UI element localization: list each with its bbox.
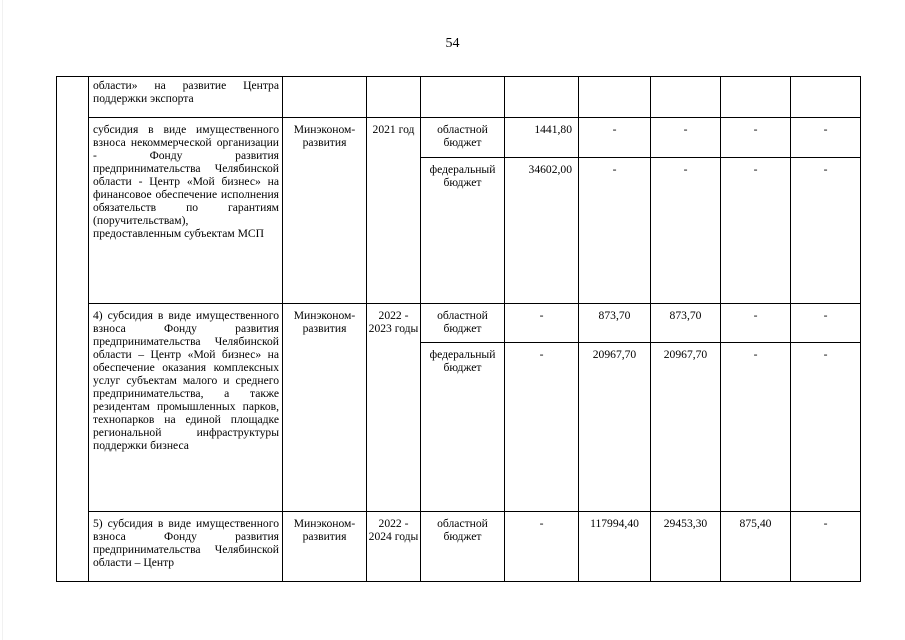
value-cell: - (791, 343, 861, 512)
value-cell: - (505, 304, 579, 343)
executor-cell (283, 77, 367, 118)
value-cell: 20967,70 (579, 343, 651, 512)
executor-cell: Минэконом-развития (283, 118, 367, 304)
row-description: 4) субсидия в виде имущественного взноса Фонду развития предпринимательства Челябинской области – Центр «Мой бизнес» на обеспечение оказания комплексных услуг субъектам малого и среднего предпринимательства, а также резидентам промышленных парков, технопарков на единой площадке региональной инфраструктуры поддержки бизнеса (89, 304, 283, 512)
source-cell: областной бюджет (421, 304, 505, 343)
source-cell: федеральный бюджет (421, 158, 505, 304)
period-cell: 2022 - 2024 годы (367, 512, 421, 582)
period-cell (367, 77, 421, 118)
value-cell: 875,40 (721, 512, 791, 582)
value-cell: - (791, 304, 861, 343)
value-cell: 34602,00 (505, 158, 579, 304)
value-cell: - (651, 158, 721, 304)
value-cell: - (791, 158, 861, 304)
value-cell: - (505, 512, 579, 582)
table-row (57, 304, 861, 343)
value-cell: - (721, 304, 791, 343)
value-cell: 20967,70 (651, 343, 721, 512)
table-row (57, 118, 861, 158)
executor-cell: Минэконом-развития (283, 304, 367, 512)
value-cell: 29453,30 (651, 512, 721, 582)
value-cell: - (721, 158, 791, 304)
number-column (57, 77, 89, 582)
value-cell: - (651, 118, 721, 158)
value-cell: - (579, 118, 651, 158)
value-cell (651, 77, 721, 118)
table-row (57, 77, 861, 118)
executor-cell: Минэконом-развития (283, 512, 367, 582)
value-cell: - (791, 512, 861, 582)
row-description: 5) субсидия в виде имущественного взноса Фонду развития предпринимательства Челябинской области – Центр (89, 512, 283, 582)
row-description: области» на развитие Центра поддержки экспорта (89, 77, 283, 118)
value-cell: 117994,40 (579, 512, 651, 582)
period-cell: 2021 год (367, 118, 421, 304)
table-row (57, 512, 861, 582)
value-cell: 873,70 (651, 304, 721, 343)
value-cell: 1441,80 (505, 118, 579, 158)
source-cell: областной бюджет (421, 512, 505, 582)
source-cell: областной бюджет (421, 118, 505, 158)
period-cell: 2022 - 2023 годы (367, 304, 421, 512)
value-cell (505, 77, 579, 118)
value-cell (579, 77, 651, 118)
page-number: 54 (445, 36, 460, 51)
source-cell: федеральный бюджет (421, 343, 505, 512)
scan-edge (2, 0, 3, 640)
value-cell: - (721, 118, 791, 158)
budget-table (56, 76, 861, 582)
value-cell: - (505, 343, 579, 512)
value-cell (721, 77, 791, 118)
value-cell (791, 77, 861, 118)
value-cell: - (579, 158, 651, 304)
row-description: субсидия в виде имущественного взноса некоммерческой организации - Фонду развития предпринимательства Челябинской области - Центр «Мой бизнес» на финансовое обеспечение исполнения обязательств по гарантиям (поручительствам), предоставленным субъектам МСП (89, 118, 283, 304)
value-cell: - (791, 118, 861, 158)
source-cell (421, 77, 505, 118)
value-cell: - (721, 343, 791, 512)
value-cell: 873,70 (579, 304, 651, 343)
